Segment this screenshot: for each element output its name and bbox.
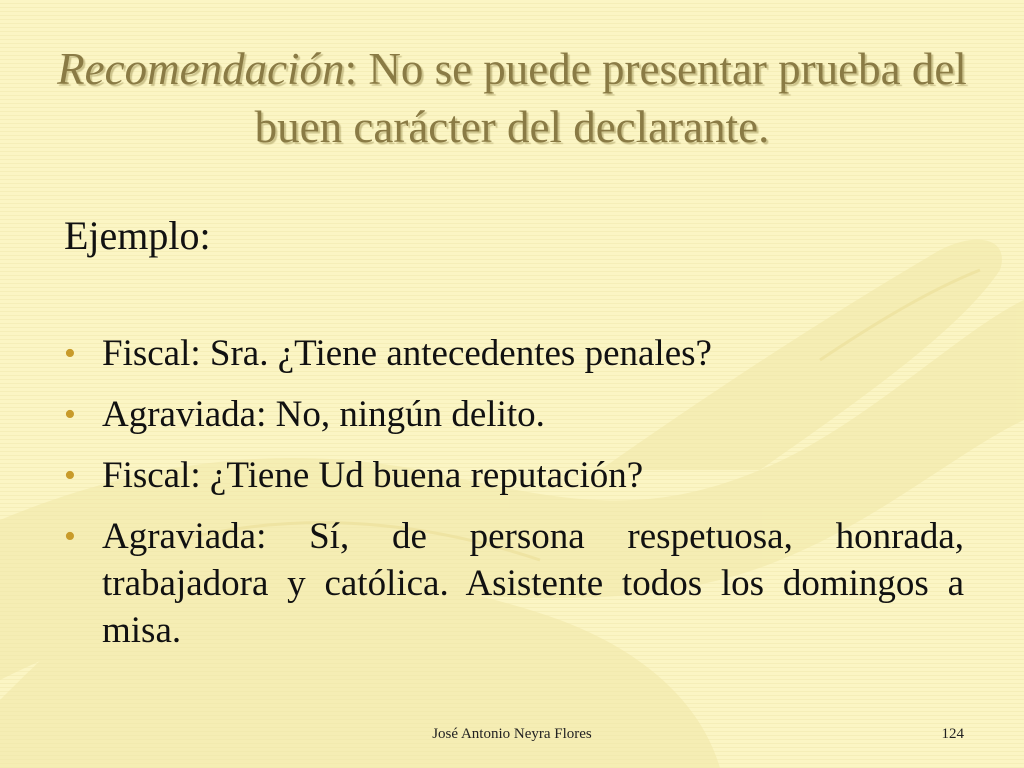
bullet-list — [64, 330, 964, 668]
bullet-text: Fiscal: ¿Tiene Ud buena reputación? — [102, 455, 644, 496]
bullet-text: Agraviada: Sí, de persona respetuosa, honrada, trabajadora y católica. Asistente todos los domingos a misa. — [102, 516, 964, 651]
page-number: 124 — [941, 726, 964, 742]
bullet-dot-icon: • — [64, 335, 76, 372]
bullet-dot-icon: • — [64, 518, 76, 555]
bullet-text: Agraviada: No, ningún delito. — [102, 394, 545, 435]
bullet-dot-icon: • — [64, 396, 76, 433]
bullet-dot-icon: • — [64, 457, 76, 494]
slide-title — [40, 40, 984, 156]
example-heading: Ejemplo: — [64, 213, 211, 258]
footer-author: José Antonio Neyra Flores — [432, 726, 592, 742]
title-rest: : No se puede presentar prueba del buen carácter del declarante. — [254, 44, 967, 152]
bullet-item — [64, 391, 964, 438]
title-italic-part: Recomendación — [57, 44, 345, 94]
bullet-item — [64, 513, 964, 654]
bullet-item — [64, 452, 964, 499]
bullet-text: Fiscal: Sra. ¿Tiene antecedentes penales? — [102, 333, 712, 374]
bullet-item — [64, 330, 964, 377]
